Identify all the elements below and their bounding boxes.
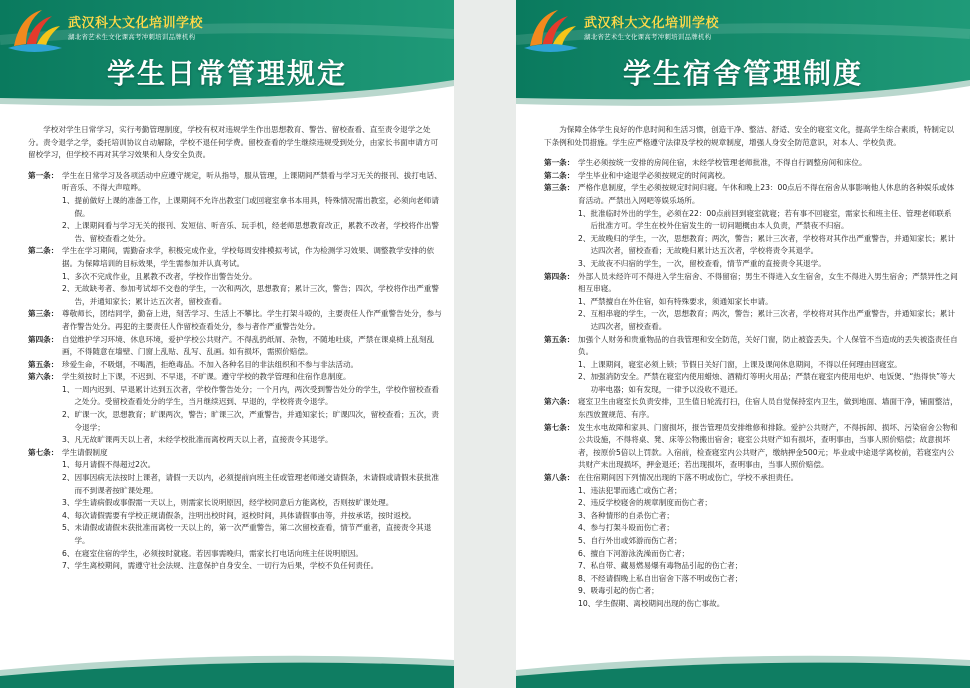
item-text: 旷课一次，思想教育；旷课两次，警告；旷课三次，严重警告，并通知家长；旷课四次，留校查看；五次，责令退学； [74,410,439,432]
article-text: 学生须按时上下课，不迟到、不早退，不旷课。遵守学校的教学管理和住宿作息制度。 [62,372,351,382]
item-text: 批准临时外出的学生，必须在22：00点前回到寝室就寝；若有事不回寝室，需家长和班主任、管理老师联系后批准方可。学生在校外住宿发生的一切问题概由本人负责，严禁夜不归宿。 [590,208,952,231]
article-text: 学生请假制度 [62,447,108,457]
item-text: 参与打架斗殴而伤亡者； [590,523,674,533]
article-label: 第四条： [544,271,575,281]
article-text: 外部人员未经许可不得进入学生宿舍、不得留宿；男生不得进入女生宿舍，女生不得进入男生宿舍；严禁异性之间相互串寝。 [578,271,958,294]
item-number: 2、 [578,498,591,508]
article-label: 第七条： [28,447,59,457]
poster-title: 学生宿舍管理制度 [622,57,863,90]
article-text: 在住宿期间因下列情况出现的下落不明或伤亡，学校不承担责任。 [578,473,799,483]
article-item [28,510,442,523]
article-label: 第五条： [544,334,575,344]
item-number: 6、 [62,548,75,558]
article [544,157,958,170]
article-item [28,220,442,245]
article-label: 第五条： [28,359,59,369]
article-item [28,384,442,409]
item-number: 2、 [62,284,75,294]
item-number: 3、 [578,258,591,268]
item-number: 3、 [62,498,75,508]
article-item [28,434,442,447]
daily-rules-poster [0,0,454,688]
article-label: 第四条： [28,334,59,344]
item-text: 加强消防安全。严禁在寝室内使用蜡烛、酒精灯等明火用品；严禁在寝室内使用电炉、电饭煲、“热得快”等大功率电器；如有发现，一律予以没收不退还。 [590,372,956,394]
article [544,422,958,472]
poster-header [0,0,454,128]
article-item [28,548,442,561]
item-text: 无故缺考者、参加考试却不交卷的学生，一次和两次，思想教育；累计三次，警告；四次，学校将作出严重警告，并通知家长；累计达五次者，留校查看。 [74,284,439,306]
school-logo-icon [6,6,64,54]
article-text: 珍爱生命，不吸烟，不喝酒，拒绝毒品。不加入各种名目的非法组织和不参与非法活动。 [62,359,359,369]
article-item [544,548,958,561]
article-text: 严格作息制度，学生必须按规定时间归寝。午休和晚上23：00点后不得在宿舍从事影响他人休息的各种娱乐或体育活动。严禁出入网吧等娱乐场所。 [578,183,955,205]
item-text: 各种情形的自杀伤亡者； [590,510,674,520]
item-number: 1、 [578,208,591,218]
rules-content [544,124,958,642]
article-item [544,573,958,586]
item-text: 学生假期、离校期间出现的伤亡事故。 [595,598,725,608]
article-label: 第一条： [28,170,59,180]
item-number: 2、 [62,221,75,231]
item-text: 上课期间，寝室必须上锁；节假日关好门窗，上课及课间休息期间，不得以任何理由回寝室。 [590,359,902,369]
article-label: 第二条： [544,170,575,180]
dorm-rules-poster [516,0,970,688]
article [544,472,958,485]
article-text: 寝室卫生由寝室长负责安排，卫生值日轮流打扫，住宿人员自觉保持室内卫生，做到地面、墙面干净，铺面整洁，东西放置规范、有序。 [578,397,958,420]
article-label: 第六条： [544,397,575,407]
item-text: 学生离校期间，需遵守社会法规、注意保护自身安全、一切行为后果，学校不负任何责任。 [74,561,379,571]
article-item [28,560,442,573]
item-text: 上课期间看与学习无关的报刊、发短信、听音乐、玩手机，经老师思想教育改正，累教不改者，学校将作出警告、留校查看之处分。 [74,221,439,243]
article-label: 第一条： [544,158,575,168]
item-number: 7、 [62,561,75,571]
item-number: 9、 [578,586,591,596]
article-label: 第七条： [544,422,575,432]
article-item [28,271,442,284]
article [28,359,442,372]
item-text: 严禁擅自在外住宿，如有特殊要求，须通知家长申请。 [590,296,773,306]
article [28,245,442,270]
article [28,334,442,359]
item-number: 1、 [62,460,75,470]
item-number: 2、 [62,473,75,483]
article [544,182,958,207]
item-number: 2、 [578,233,591,243]
item-number: 1、 [62,195,75,205]
item-number: 6、 [578,548,591,558]
article-text: 学生毕业和中途退学必须按规定的时间离校。 [578,170,730,180]
article [28,447,442,460]
item-text: 多次不完成作业，且累教不改者，学校作出警告处分。 [74,271,257,281]
article-item [544,485,958,498]
item-text: 学生请病假或事假需一天以上，则需家长说明原因，经学校同意后方能离校，否则按旷课处理。 [74,498,394,508]
article-item [28,409,442,434]
item-text: 凡无故旷课两天以上者，未经学校批准而离校两天以上者，直接责令其退学。 [74,435,333,445]
article [28,170,442,195]
item-text: 因事因病无法按时上课者，请假一天以内，必须提前向班主任或管理老师递交请假条，未请假或请假未获批准而不到课者按旷课处理。 [74,473,439,495]
article-text: 加强个人财务和贵重物品的自我管理和安全防范，关好门窗，防止被盗丢失。个人保管不当造成的丢失被盗责任自负。 [578,334,958,357]
item-number: 1、 [62,384,75,394]
item-number: 2、 [578,372,591,382]
item-text: 每次请假需要有学校正规请假条，注明出校时间，返校时间，具体请假事由等，并按承诺，按时返校。 [74,510,417,520]
article-item [544,522,958,535]
item-number: 1、 [62,271,75,281]
school-logo-icon [522,6,580,54]
intro-paragraph: 为保障全体学生良好的作息时间和生活习惯，创造干净、整洁、舒适、安全的寝室文化，提高学生综合素质，特制定以下条例和处罚措施。学生应严格遵守法律及学校的规章制度，增强人身安全防范意识，对本人、学校负责。 [544,125,955,147]
article-item [544,497,958,510]
article-item [28,459,442,472]
item-number: 3、 [578,510,591,520]
item-number: 5、 [578,536,591,545]
item-text: 擅自下河游泳洗澡而伤亡者； [590,548,690,558]
article-item [544,598,958,611]
article-text: 学生必须按统一安排的房间住宿，未经学校管理老师批准，不得自行调整房间和床位。 [578,158,867,168]
article-text: 学生在学习期间，需勤奋求学，积极完成作业，学校每周安排模拟考试，作为检测学习效果、调整教学安排的依据。为保障培训的目标效果，学生需参加并认真考试。 [62,246,435,268]
article [544,271,958,296]
article-item [544,359,958,372]
article-item [544,233,958,258]
article [28,371,442,384]
item-text: 提前做好上课的准备工作，上课期间不允许出教室门或回寝室拿书本用具，特殊情况需出教室，必须向老师请假。 [74,195,439,218]
article-item [28,195,442,220]
item-number: 5、 [62,523,75,533]
article [544,170,958,183]
poster-title: 学生日常管理规定 [106,57,347,90]
article-item [28,472,442,497]
school-slogan: 湖北省艺术生文化课高考冲刺培训品牌机构 [68,33,196,41]
item-text: 互相串寝的学生，一次，思想教育；两次，警告；累计三次者，学校将对其作出严重警告，并通知家长；累计达四次者，留校查看。 [590,309,955,331]
item-number: 10、 [578,598,596,608]
article [544,334,958,359]
item-text: 每月请假不得超过2次。 [74,460,156,470]
poster-footer [516,648,970,688]
item-number: 8、 [578,573,591,583]
article-item [544,208,958,233]
article-label: 第二条： [28,246,59,256]
item-number: 4、 [62,510,75,520]
school-name: 武汉科大文化培训学校 [584,16,720,31]
item-number: 2、 [578,309,591,319]
article-item [544,585,958,598]
article-label: 第三条： [544,183,575,193]
item-text: 不经请假晚上私自出宿舍下落不明或伤亡者； [590,573,743,583]
article-label: 第三条： [28,309,59,319]
article-text: 学生在日常学习及各项活动中应遵守规定，听从指导，服从管理，上课期间严禁看与学习无关的报刊、拔打电话、听音乐、不得大声喧哗。 [62,170,442,193]
item-number: 4、 [578,523,591,533]
item-text: 一周内迟到、早退累计达到五次者，学校作警告处分；一个月内，两次受到警告处分的学生，学校作留校查看之处分。受留校查看处分的学生，当月继续迟到、早退的，学校将责令退学。 [74,384,439,407]
item-number: 1、 [578,485,591,495]
article [544,396,958,421]
article-item [544,371,958,396]
article-item [28,497,442,510]
intro-paragraph: 学校对学生日常学习，实行考勤管理制度，学校有权对违规学生作出思想教育、警告、留校查看、直至责令退学之处分。责令退学之学，委托培训协议自动解除，学校不退任何学费。留校查看的学生继续违规受到处分，由家长书面申请方可留校学习，但学校不再对其学习效果和人身安全负责。 [28,125,439,160]
item-text: 在寝室住宿的学生，必须按时就寝。若因事需晚归，需家长打电话向班主任说明原因。 [74,548,363,558]
item-number: 2、 [62,410,75,420]
article-label: 第八条： [544,473,575,483]
article-text: 尊敬师长，团结同学，勤奋上进，刻苦学习、生活上不攀比。学生打架斗殴的，主要责任人作严重警告处分，参与者作警告处分。再犯的主要责任人作留校查看处分，参与者作严重警告处分。 [62,309,442,331]
article-label: 第六条： [28,372,59,382]
article-item [544,535,958,548]
item-text: 无故夜不归宿的学生，一次，留校查看，情节严重的直接责令其退学。 [590,258,826,268]
item-number: 1、 [578,296,591,306]
item-text: 自行外出或郊游而伤亡者； [590,536,682,545]
item-number: 7、 [578,561,591,571]
poster-header [516,0,970,128]
item-text: 私自带、藏易燃易爆有毒物品引起的伤亡者； [590,561,743,571]
article-text: 发生水电故障和家具、门窗损坏，报告管理员安排维修和排除。爱护公共财产，不得拆卸、损坏、污染宿舍公物和公共设施，不得将桌、凳、床等公物搬出宿舍；寝室公共财产如有损坏，查明事由，当事人照价赔偿；故意损坏者，按原价5倍以上罚款。入宿前，检查寝室内公共财产，缴纳押金500元；毕业或中途退学离校前，若寝室内公共财产未出现损坏，押金退还；若出现损坏，查明事由，当事人照价赔偿。 [578,422,958,470]
article-item [28,283,442,308]
rules-content [28,124,442,642]
article-item [544,296,958,309]
article-item [28,522,442,547]
item-text: 违反学校寝舍的规章制度而伤亡者； [590,498,712,508]
item-text: 违法犯罪而逃亡或伤亡者； [590,485,682,495]
item-text: 无故晚归的学生，一次，思想教育；两次，警告；累计三次者，学校将对其作出严重警告，并通知家长；累计达四次者，留校查看；无故晚归累计达五次者，学校将责令其退学。 [590,233,955,256]
poster-footer [0,648,454,688]
article-text: 自觉维护学习环境、休息环境，爱护学校公共财产。不得乱扔纸屑、杂物，不随地吐痰，严禁在课桌椅上乱刻乱画，不得随意在墙壁、门窗上乱贴、乱写、乱画。如有损坏，需照价赔偿。 [62,334,435,357]
school-slogan: 湖北省艺术生文化课高考冲刺培训品牌机构 [584,33,712,41]
item-text: 未请假或请假未获批准而离校一天以上的，第一次严重警告，第二次留校查看，情节严重者，直接责令其退学。 [74,523,432,545]
article-item [544,308,958,333]
article [28,308,442,333]
item-text: 吸毒引起的伤亡者； [590,586,659,596]
item-number: 1、 [578,359,591,369]
item-number: 3、 [62,435,75,445]
school-name: 武汉科大文化培训学校 [68,16,204,31]
article-item [544,258,958,271]
article-item [544,560,958,573]
article-item [544,510,958,523]
